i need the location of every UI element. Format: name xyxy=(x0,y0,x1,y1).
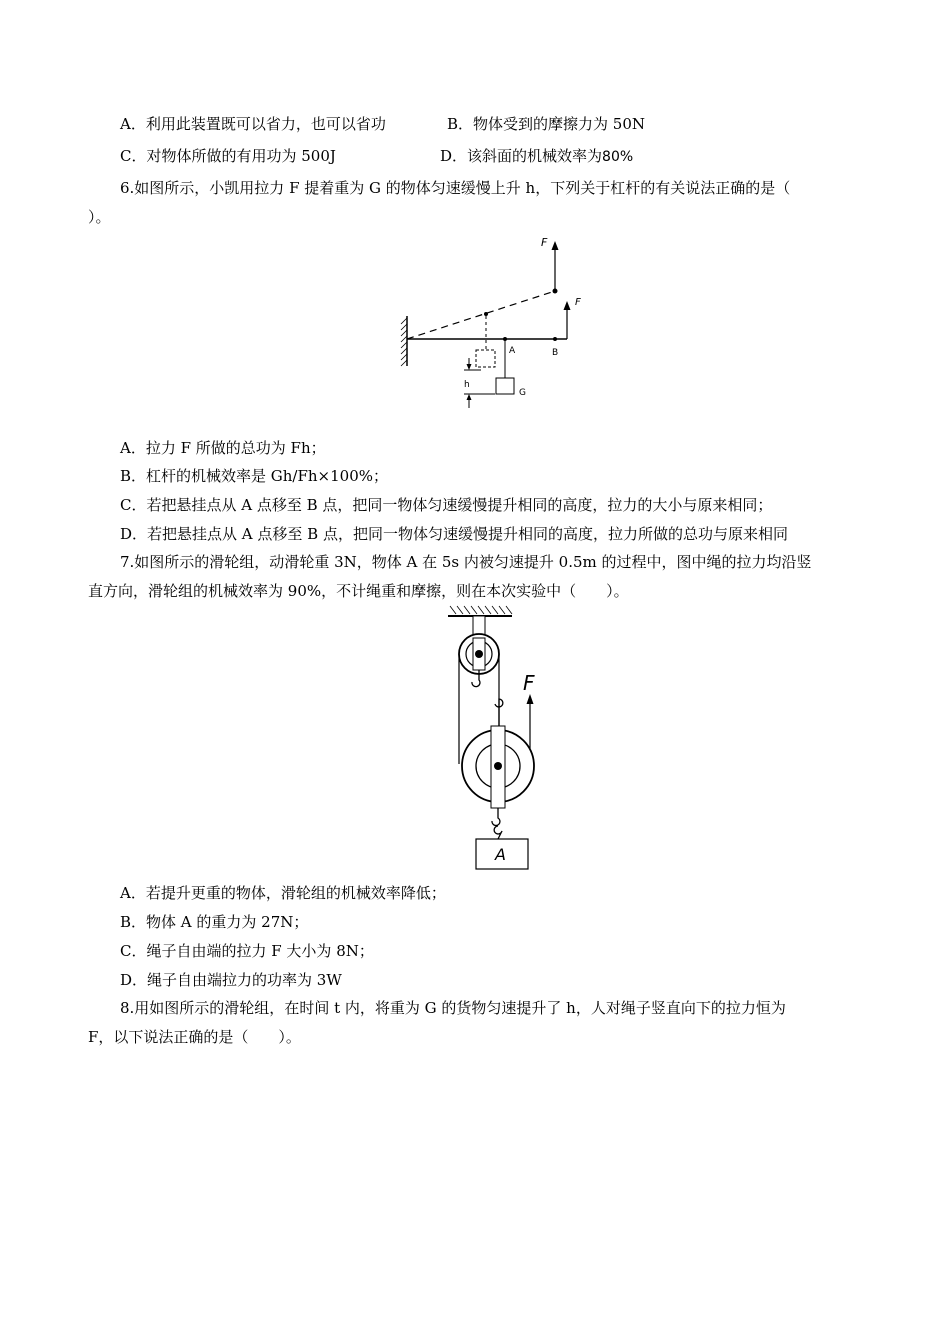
lever-raised-dashed xyxy=(407,291,555,339)
label-g: G xyxy=(519,388,526,398)
label-load-a: A xyxy=(495,845,506,864)
q6-option-c[interactable]: C．若把悬挂点从 A 点移至 B 点，把同一物体匀速缓慢提升相同的高度，拉力的大小与原来相同； xyxy=(120,496,773,514)
q5-option-b[interactable]: B．物体受到的摩擦力为 50N xyxy=(447,115,646,133)
q5-option-c[interactable]: C．对物体所做的有用功为 500J xyxy=(120,147,336,165)
q6-option-b[interactable]: B．杠杆的机械效率是 Gh/Fh×100%； xyxy=(120,467,389,485)
q7-option-a[interactable]: A．若提升更重的物体，滑轮组的机械效率降低； xyxy=(120,884,446,902)
label-f-side: F xyxy=(575,297,581,308)
q7-stem-line1: 7.如图所示的滑轮组，动滑轮重 3N，物体 A 在 5s 内被匀速提升 0.5m 的过程中，图中绳的拉力均沿竖 xyxy=(120,553,812,571)
weight-g xyxy=(496,378,514,394)
q7-option-c[interactable]: C．绳子自由端的拉力 F 大小为 8N； xyxy=(120,942,374,960)
label-f-top: F xyxy=(541,236,548,249)
q7-stem-line2: 直方向，滑轮组的机械效率为 90%，不计绳重和摩擦，则在本次实验中（ ）。 xyxy=(88,582,629,600)
label-b: B xyxy=(552,348,559,358)
q6-stem-line1: 6.如图所示，小凯用拉力 F 提着重为 G 的物体匀速缓慢上升 h，下列关于杠杆的有关说法正确的是（ xyxy=(120,179,791,197)
lever-figure xyxy=(395,232,595,417)
pulley-figure xyxy=(440,604,550,874)
q5-option-a[interactable]: A．利用此装置既可以省力，也可以省功 xyxy=(120,115,386,133)
q5-option-d[interactable] xyxy=(440,146,633,167)
q7-option-d[interactable]: D．绳子自由端拉力的功率为 3W xyxy=(120,971,342,989)
label-h: h xyxy=(464,380,470,390)
q8-stem-line1: 8.用如图所示的滑轮组，在时间 t 内，将重为 G 的货物匀速提升了 h，人对绳子竖直向下的拉力恒为 xyxy=(120,999,786,1017)
q8-stem-line2: F，以下说法正确的是（ ）。 xyxy=(88,1028,301,1046)
label-a: A xyxy=(509,346,516,356)
q5-option-d-value: 80% xyxy=(602,149,634,165)
q7-option-b[interactable]: B．物体 A 的重力为 27N； xyxy=(120,913,309,931)
q6-option-a[interactable]: A．拉力 F 所做的总功为 Fh； xyxy=(120,439,326,457)
q6-stem-line2: ）。 xyxy=(88,208,111,226)
label-f: F xyxy=(523,671,535,695)
q5-option-d-text: D．该斜面的机械效率为 xyxy=(440,147,603,165)
q6-option-d[interactable]: D．若把悬挂点从 A 点移至 B 点，把同一物体匀速缓慢提升相同的高度，拉力所做的总功与原来相同 xyxy=(120,525,788,543)
